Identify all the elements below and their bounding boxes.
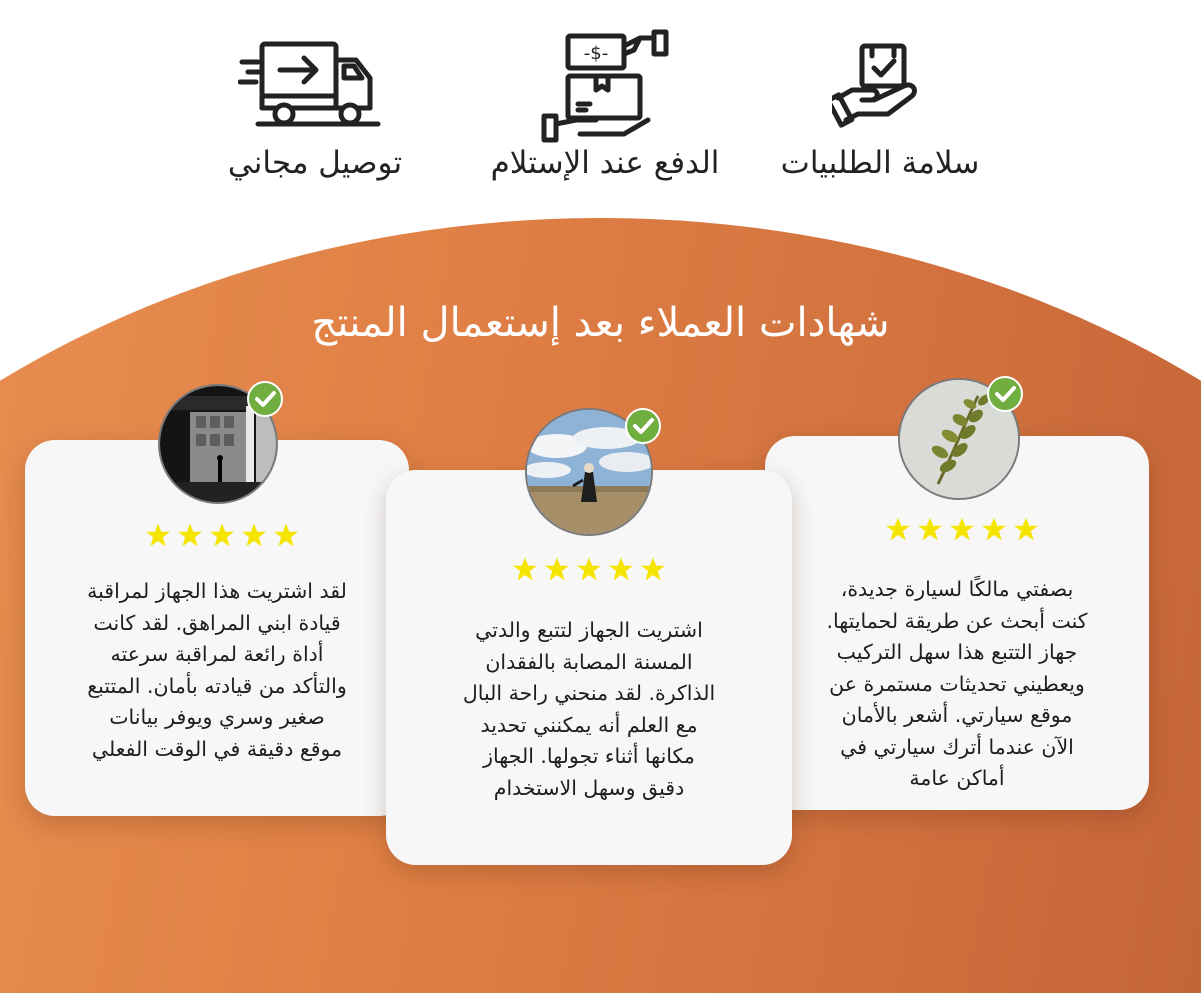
testimonial-text	[406, 615, 772, 804]
testimonial-line: أداة رائعة لمراقبة سرعته	[110, 642, 324, 666]
testimonial-line: جهاز التتبع هذا سهل التركيب	[836, 640, 1078, 664]
testimonial-line: ويعطيني تحديثات مستمرة عن	[829, 671, 1085, 696]
feature-label-safe-orders: سلامة الطلبيات	[780, 145, 980, 181]
safe-package-hand-icon	[832, 40, 932, 130]
star-icon	[273, 522, 299, 548]
verified-check-icon	[247, 381, 283, 417]
star-icon	[241, 522, 267, 548]
star-icon	[981, 516, 1007, 542]
star-icon	[544, 556, 570, 582]
feature-free-delivery	[200, 30, 430, 190]
testimonial-line: الآن عندما أترك سيارتي في	[840, 734, 1074, 759]
star-icon	[576, 556, 602, 582]
testimonial-line: اشتريت الجهاز لتتبع والدتي	[475, 618, 703, 642]
star-icon	[1013, 516, 1039, 542]
star-icon	[885, 516, 911, 542]
testimonial-line: موقع سيارتي. أشعر بالأمان	[841, 703, 1073, 727]
svg-text:-$-: -$-	[583, 43, 609, 64]
testimonial-text	[771, 574, 1143, 795]
testimonial-line: دقيق وسهل الاستخدام	[493, 775, 685, 800]
testimonial-line: لقد اشتريت هذا الجهاز لمراقبة	[87, 579, 347, 603]
verified-check-icon	[987, 376, 1023, 412]
star-icon	[640, 556, 666, 582]
testimonial-line: المسنة المصابة بالفقدان	[485, 649, 693, 674]
testimonials-title: شهادات العملاء بعد إستعمال المنتج	[311, 300, 890, 346]
testimonial-line: كنت أبحث عن طريقة لحمايتها.	[826, 608, 1088, 633]
testimonial-line: مكانها أثناء تجولها. الجهاز	[483, 744, 695, 768]
star-rating	[145, 522, 299, 548]
feature-safe-orders	[770, 30, 990, 190]
delivery-truck-icon	[238, 36, 388, 136]
testimonial-text	[33, 576, 401, 765]
feature-label-free-delivery: توصيل مجاني	[227, 145, 403, 181]
verified-check-icon	[625, 408, 661, 444]
testimonial-line: موقع دقيقة في الوقت الفعلي	[91, 736, 343, 761]
feature-cash-on-delivery	[470, 20, 740, 190]
feature-label-cash-on-delivery: الدفع عند الإستلام	[490, 145, 720, 181]
testimonial-line: صغير وسري ويوفر بيانات	[109, 705, 325, 729]
star-icon	[177, 522, 203, 548]
star-icon	[512, 556, 538, 582]
testimonial-line: أماكن عامة	[909, 766, 1005, 790]
star-rating	[512, 556, 666, 582]
testimonial-line: قيادة ابني المراهق. لقد كانت	[93, 610, 341, 635]
star-icon	[145, 522, 171, 548]
star-icon	[917, 516, 943, 542]
testimonial-line: والتأكد من قيادته بأمان. المتتبع	[87, 673, 347, 698]
star-rating	[885, 516, 1039, 542]
testimonial-line: مع العلم أنه يمكنني تحديد	[480, 712, 698, 737]
star-icon	[608, 556, 634, 582]
star-icon	[949, 516, 975, 542]
testimonial-line: بصفتي مالكًا لسيارة جديدة،	[840, 577, 1074, 601]
cash-on-delivery-icon	[540, 24, 670, 146]
star-icon	[209, 522, 235, 548]
testimonial-line: الذاكرة. لقد منحني راحة البال	[462, 681, 716, 705]
